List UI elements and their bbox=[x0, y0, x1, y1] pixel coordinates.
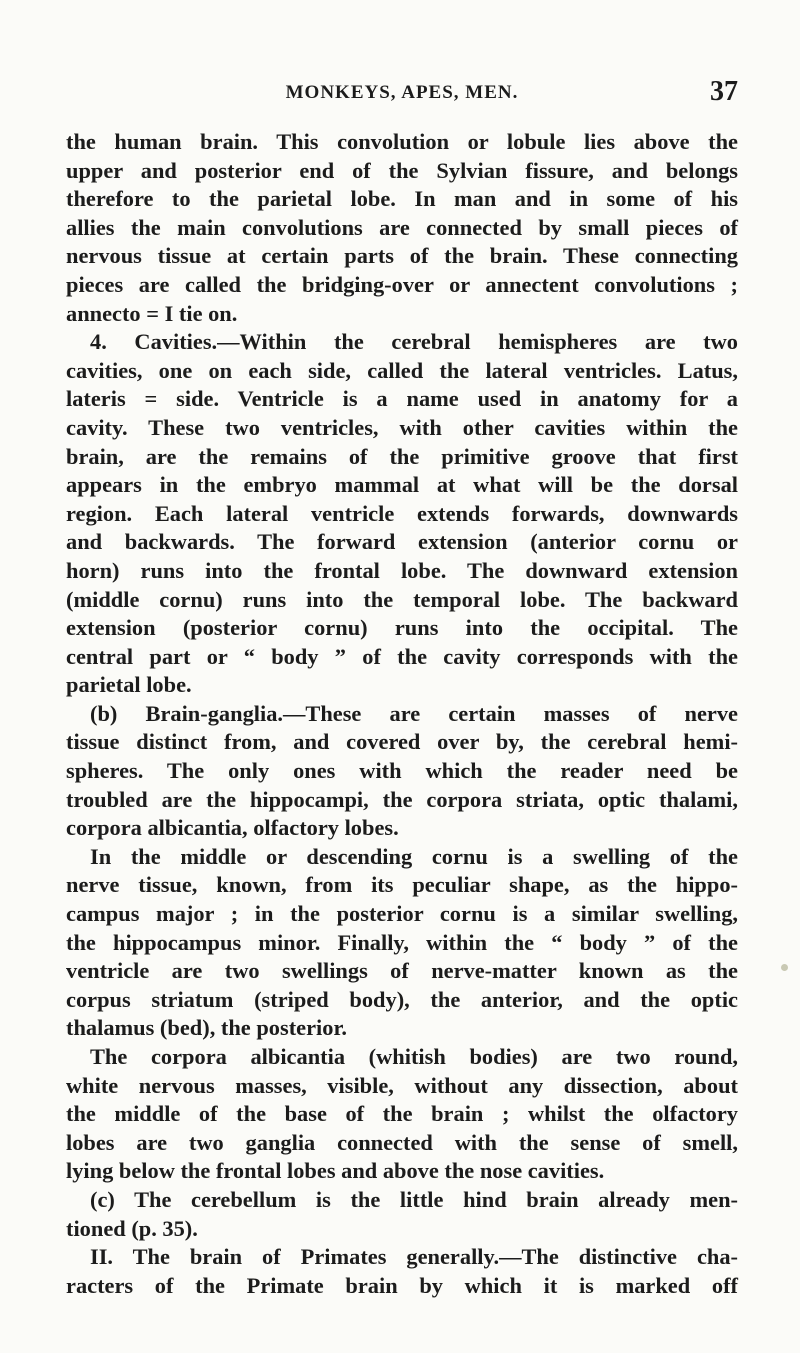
text-line: the human brain. This convolution or lobule lies above the bbox=[66, 129, 738, 154]
text-line: nerve tissue, known, from its peculiar shape, as the hippo- bbox=[66, 872, 738, 898]
text-line: brain, are the remains of the primitive groove that first bbox=[66, 443, 738, 469]
text-line: lobes are two ganglia connected with the sense of smell, bbox=[66, 1129, 738, 1155]
text-line: nervous tissue at certain parts of the brain. These connecting bbox=[66, 243, 738, 269]
text-line: II. The brain of Primates generally.—The distinctive cha- bbox=[90, 1244, 738, 1270]
text-line: appears in the embryo mammal at what will be the dorsal bbox=[66, 472, 738, 498]
body-text bbox=[66, 128, 738, 1300]
text-line: ventricle are two swellings of nerve-matter known as the bbox=[66, 958, 738, 984]
text-line: cavities, one on each side, called the lateral ventricles. Latus, bbox=[66, 357, 738, 383]
text-line: spheres. The only ones with which the reader need be bbox=[66, 758, 738, 784]
text-line: thalamus (bed), the posterior. bbox=[66, 1015, 347, 1041]
text-line: tioned (p. 35). bbox=[66, 1215, 198, 1241]
page-number: 37 bbox=[710, 76, 738, 107]
text-line: horn) runs into the frontal lobe. The downward extension bbox=[66, 557, 738, 583]
text-line: therefore to the parietal lobe. In man and in some of his bbox=[66, 186, 738, 212]
text-line: troubled are the hippocampi, the corpora striata, optic thalami, bbox=[66, 786, 738, 812]
text-line: central part or “ body ” of the cavity corresponds with the bbox=[66, 643, 738, 669]
text-line: racters of the Primate brain by which it is marked off bbox=[66, 1272, 738, 1298]
text-line: the middle of the base of the brain ; whilst the olfactory bbox=[66, 1101, 738, 1127]
text-line: pieces are called the bridging-over or annectent convolutions ; bbox=[66, 271, 738, 297]
text-line: parietal lobe. bbox=[66, 672, 192, 698]
text-line: the hippocampus minor. Finally, within the “ body ” of the bbox=[66, 929, 738, 955]
running-title: MONKEYS, APES, MEN. bbox=[285, 82, 519, 103]
text-line: region. Each lateral ventricle extends forwards, downwards bbox=[66, 500, 738, 526]
text-line: 4. Cavities.—Within the cerebral hemispheres are two bbox=[90, 329, 738, 355]
text-line: and backwards. The forward extension (anterior cornu or bbox=[66, 529, 738, 555]
text-line: (c) The cerebellum is the little hind brain already men- bbox=[90, 1186, 738, 1212]
text-line: upper and posterior end of the Sylvian fissure, and belongs bbox=[66, 157, 738, 183]
text-line: extension (posterior cornu) runs into the occipital. The bbox=[66, 615, 738, 641]
text-line: white nervous masses, visible, without any dissection, about bbox=[66, 1072, 738, 1098]
text-line: campus major ; in the posterior cornu is a similar swelling, bbox=[66, 901, 738, 927]
text-line: lateris = side. Ventricle is a name used in anatomy for a bbox=[66, 386, 738, 412]
text-line: allies the main convolutions are connected by small pieces of bbox=[66, 214, 738, 240]
text-line: corpus striatum (striped body), the anterior, and the optic bbox=[66, 986, 738, 1012]
text-line: lying below the frontal lobes and above the nose cavities. bbox=[66, 1158, 605, 1184]
text-line: tissue distinct from, and covered over by, the cerebral hemi- bbox=[66, 729, 738, 755]
paper-spot bbox=[781, 964, 788, 971]
text-line: cavity. These two ventricles, with other cavities within the bbox=[66, 414, 738, 440]
text-line: In the middle or descending cornu is a swelling of the bbox=[90, 843, 738, 869]
text-line: annecto = I tie on. bbox=[66, 300, 238, 326]
text-line: (middle cornu) runs into the temporal lobe. The backward bbox=[66, 586, 738, 612]
text-line: (b) Brain-ganglia.—These are certain masses of nerve bbox=[90, 700, 738, 726]
running-head bbox=[66, 76, 738, 110]
text-line: corpora albicantia, olfactory lobes. bbox=[66, 815, 399, 841]
text-line: The corpora albicantia (whitish bodies) are two round, bbox=[90, 1044, 738, 1069]
